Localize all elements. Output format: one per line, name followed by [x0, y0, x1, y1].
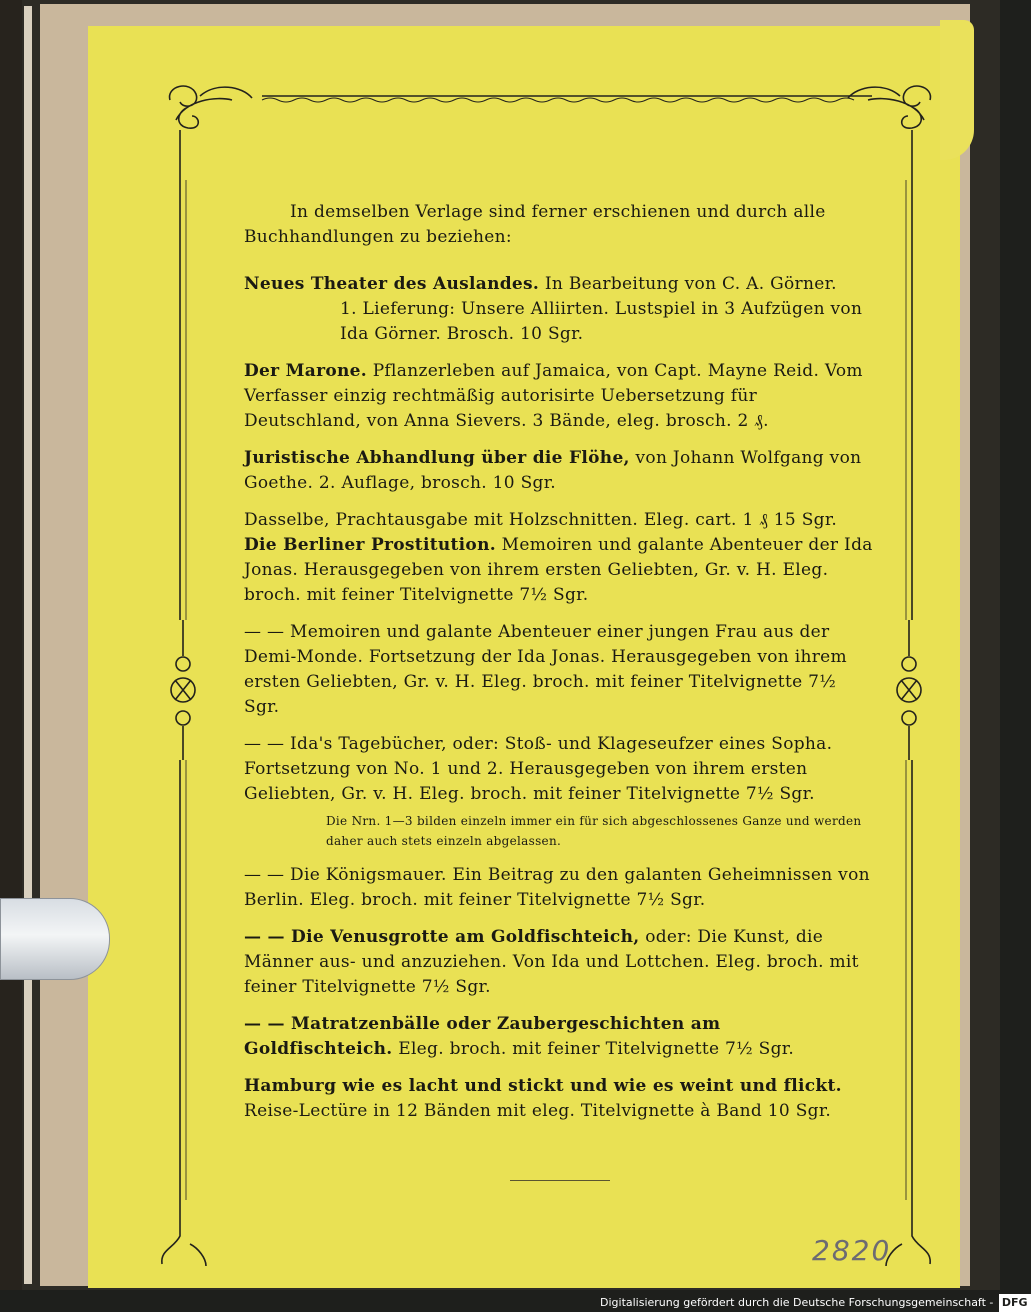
series-note — [244, 811, 874, 851]
entry-text: Die Königsmauer. Ein Beitrag zu den galanten Geheimnissen von Berlin. Eleg. broch. mit feiner Titelvignette 7½ Sgr. — [244, 865, 870, 910]
bottom-divider — [510, 1180, 610, 1181]
entry-dash: — — — [244, 865, 285, 885]
entry-text: 1. Lieferung: Unsere Alliirten. Lustspiel in 3 Aufzügen von Ida Görner. Brosch. 10 Sgr. — [340, 299, 863, 344]
right-medallion — [897, 620, 921, 760]
entry-text: Memoiren und galante Abenteuer der Ida Jonas. Herausgegeben von ihrem ersten Geliebten, Gr. v. H. Eleg. broch. mit feiner Titelvignette 7½ Sgr. — [244, 535, 873, 605]
entry-text: oder: Die Kunst, die Männer aus- und anzuziehen. Von Ida und Lottchen. Eleg. broch. mit feiner Titelvignette 7½ Sgr. — [244, 927, 859, 997]
entry-text: Dasselbe, Prachtausgabe mit Holzschnitten. Eleg. cart. 1 ₰ 15 Sgr. — [244, 510, 838, 530]
entry-dash: — — — [244, 734, 285, 754]
entry-text: Eleg. broch. mit feiner Titelvignette 7½ Sgr. — [398, 1039, 795, 1059]
digitization-footer — [600, 1294, 1028, 1312]
entry-dash: — — — [244, 622, 285, 642]
intro-paragraph: In demselben Verlage sind ferner erschienen und durch alle Buchhandlungen zu beziehen: — [244, 202, 826, 247]
footer-text: Digitalisierung gefördert durch die Deutsche Forschungsgemeinschaft - — [600, 1296, 994, 1309]
entry-title: Hamburg wie es lacht und stickt und wie es weint und flickt. — [244, 1076, 842, 1096]
corner-flourish-top-right — [848, 86, 930, 180]
entry-koenigsmauer — [244, 863, 874, 913]
entry-title: Die Berliner Prostitution. — [244, 535, 496, 555]
corner-flourish-bottom-left — [162, 1200, 206, 1266]
entry-demi-monde — [244, 620, 874, 720]
entry-idas-tagebuecher — [244, 732, 874, 807]
dfg-logo: DFG — [999, 1294, 1031, 1312]
entry-text: Memoiren und galante Abenteuer einer jungen Frau aus der Demi-Monde. Fortsetzung der Ida Jonas. Herausgegeben von ihrem ersten Geliebten, Gr. v. H. Eleg. broch. mit feiner Titelvignette 7½ Sgr. — [244, 622, 847, 717]
entry-text: Reise-Lectüre in 12 Bänden mit eleg. Titelvignette à Band 10 Sgr. — [244, 1101, 832, 1121]
entry-der-marone — [244, 359, 874, 434]
entry-title: Der Marone. — [244, 361, 367, 381]
entry-text: von Johann Wolfgang von Goethe. 2. Auflage, brosch. 10 Sgr. — [244, 448, 862, 493]
entry-title: — — Die Venusgrotte am Goldfischteich, — [244, 927, 640, 947]
entry-matratzenbaelle — [244, 1012, 874, 1062]
entry-hamburg — [244, 1074, 874, 1124]
entry-juristische-abhandlung — [244, 446, 874, 496]
corner-flourish-top-left — [170, 86, 252, 180]
top-rule-ornament — [262, 98, 854, 102]
entry-title: Juristische Abhandlung über die Flöhe, — [244, 448, 630, 468]
entry-title: — — Matratzenbälle oder Zaubergeschichten am Goldfischteich. — [244, 1014, 721, 1059]
corner-flourish-bottom-right — [886, 1200, 930, 1266]
note-text: Die Nrn. 1—3 bilden einzeln immer ein für sich abgeschlossenes Ganze und werden daher auch stets einzeln abgelassen. — [326, 814, 862, 848]
entry-title: Neues Theater des Auslandes. — [244, 274, 540, 294]
entry-berliner-prostitution — [244, 533, 874, 608]
entry-lieferung — [244, 297, 874, 347]
entry-text: Ida's Tagebücher, oder: Stoß- und Klageseufzer eines Sopha. Fortsetzung von No. 1 und 2. Herausgegeben von ihrem ersten Geliebten, Gr. v. H. Eleg. broch. mit feiner Titelvignette 7½ Sgr. — [244, 734, 833, 804]
entry-prachtausgabe — [244, 508, 874, 533]
entry-neues-theater — [244, 272, 874, 297]
handwritten-number: 2820 — [812, 1234, 892, 1267]
left-medallion — [171, 620, 195, 760]
entry-venusgrotte — [244, 925, 874, 1000]
catalogue-text — [244, 200, 874, 1124]
entry-text: In Bearbeitung von C. A. Görner. — [544, 274, 837, 294]
entry-text: Pflanzerleben auf Jamaica, von Capt. Mayne Reid. Vom Verfasser einzig rechtmäßig autorisirte Uebersetzung für Deutschland, von Anna Sievers. 3 Bände, eleg. brosch. 2 ₰. — [244, 361, 863, 431]
